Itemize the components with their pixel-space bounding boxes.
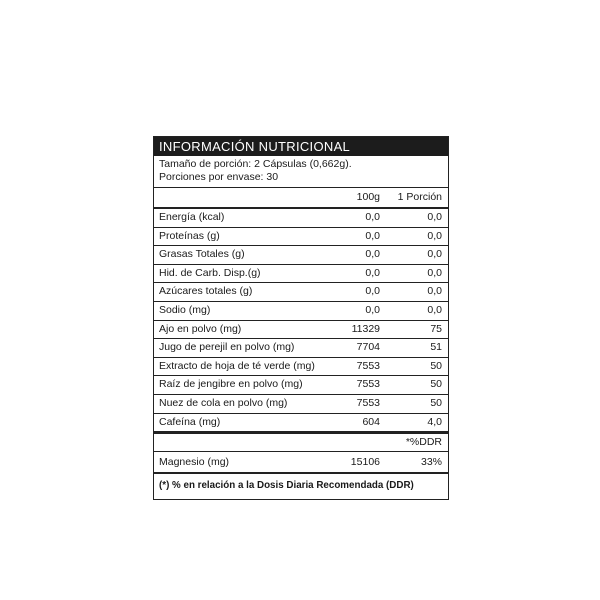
nutrient-name: Energía (kcal) — [159, 211, 225, 223]
nutrient-per-serving: 50 — [430, 396, 442, 409]
nutrient-per100: 7553 — [356, 396, 380, 409]
column-header-100g: 100g — [356, 191, 380, 203]
nutrient-name: Hid. de Carb. Disp.(g) — [159, 266, 261, 279]
nutrient-per-serving: 50 — [430, 378, 442, 391]
nutrient-per-serving: 0,0 — [427, 266, 442, 279]
nutrient-per100: 0,0 — [365, 285, 380, 298]
nutrient-per100: 7704 — [356, 341, 380, 354]
nutrient-name: Ajo en polvo (mg) — [159, 322, 242, 335]
nutrient-per-serving: 50 — [430, 359, 442, 372]
ddr-header-blank-2 — [332, 434, 380, 451]
table-row — [154, 228, 448, 247]
nutrient-name: Cafeína (mg) — [159, 415, 221, 428]
column-header-blank — [154, 188, 332, 207]
magnesium-ddr: 33% — [420, 456, 442, 469]
nutrient-name: Nuez de cola en polvo (mg) — [159, 396, 288, 409]
nutrient-per100: 0,0 — [365, 229, 380, 242]
table-row — [154, 358, 448, 377]
ddr-header: *%DDR — [405, 436, 442, 449]
table-row — [154, 246, 448, 265]
nutrient-per100: 0,0 — [365, 248, 380, 261]
nutrient-name: Azúcares totales (g) — [159, 285, 253, 298]
column-header-row — [154, 188, 448, 209]
nutrient-name: Proteínas (g) — [159, 229, 220, 242]
nutrient-per100: 604 — [362, 415, 380, 428]
nutrient-per100: 11329 — [351, 322, 380, 335]
label-title: INFORMACIÓN NUTRICIONAL — [154, 137, 448, 156]
magnesium-row — [154, 452, 448, 472]
nutrient-per100: 7553 — [356, 378, 380, 391]
nutrient-per-serving: 0,0 — [427, 211, 442, 223]
servings-per-container: Porciones por envase: 30 — [159, 171, 279, 183]
table-row — [154, 302, 448, 321]
nutrient-per-serving: 0,0 — [427, 285, 442, 298]
nutrient-per-serving: 75 — [430, 322, 442, 335]
table-row — [154, 414, 448, 435]
ddr-header-row — [154, 434, 448, 452]
footnote: (*) % en relación a la Dosis Diaria Recomendada (DDR) — [154, 472, 448, 499]
nutrient-name: Extracto de hoja de té verde (mg) — [159, 359, 315, 372]
nutrient-per-serving: 0,0 — [427, 303, 442, 316]
nutrient-name: Sodio (mg) — [159, 303, 211, 316]
nutrient-per100: 0,0 — [365, 211, 380, 223]
table-row — [154, 265, 448, 284]
table-row — [154, 283, 448, 302]
nutrition-label — [153, 136, 449, 500]
nutrient-per-serving: 0,0 — [427, 248, 442, 261]
nutrient-name: Grasas Totales (g) — [159, 248, 245, 261]
table-row — [154, 209, 448, 228]
serving-size: Tamaño de porción: 2 Cápsulas (0,662g). — [159, 158, 352, 170]
nutrient-per-serving: 4,0 — [427, 415, 442, 428]
magnesium-value: 15106 — [350, 456, 380, 469]
nutrient-per100: 0,0 — [365, 303, 380, 316]
magnesium-name: Magnesio (mg) — [159, 456, 230, 469]
table-row — [154, 376, 448, 395]
table-row — [154, 339, 448, 358]
nutrient-per-serving: 0,0 — [427, 229, 442, 242]
table-row — [154, 321, 448, 340]
serving-info — [154, 156, 448, 188]
nutrient-per-serving: 51 — [430, 341, 442, 354]
column-header-serving: 1 Porción — [397, 191, 442, 203]
nutrient-name: Jugo de perejil en polvo (mg) — [159, 341, 295, 354]
nutrient-per100: 0,0 — [365, 266, 380, 279]
nutrient-per100: 7553 — [356, 359, 380, 372]
nutrient-name: Raíz de jengibre en polvo (mg) — [159, 378, 303, 391]
table-row — [154, 395, 448, 414]
ddr-header-blank — [154, 434, 332, 451]
